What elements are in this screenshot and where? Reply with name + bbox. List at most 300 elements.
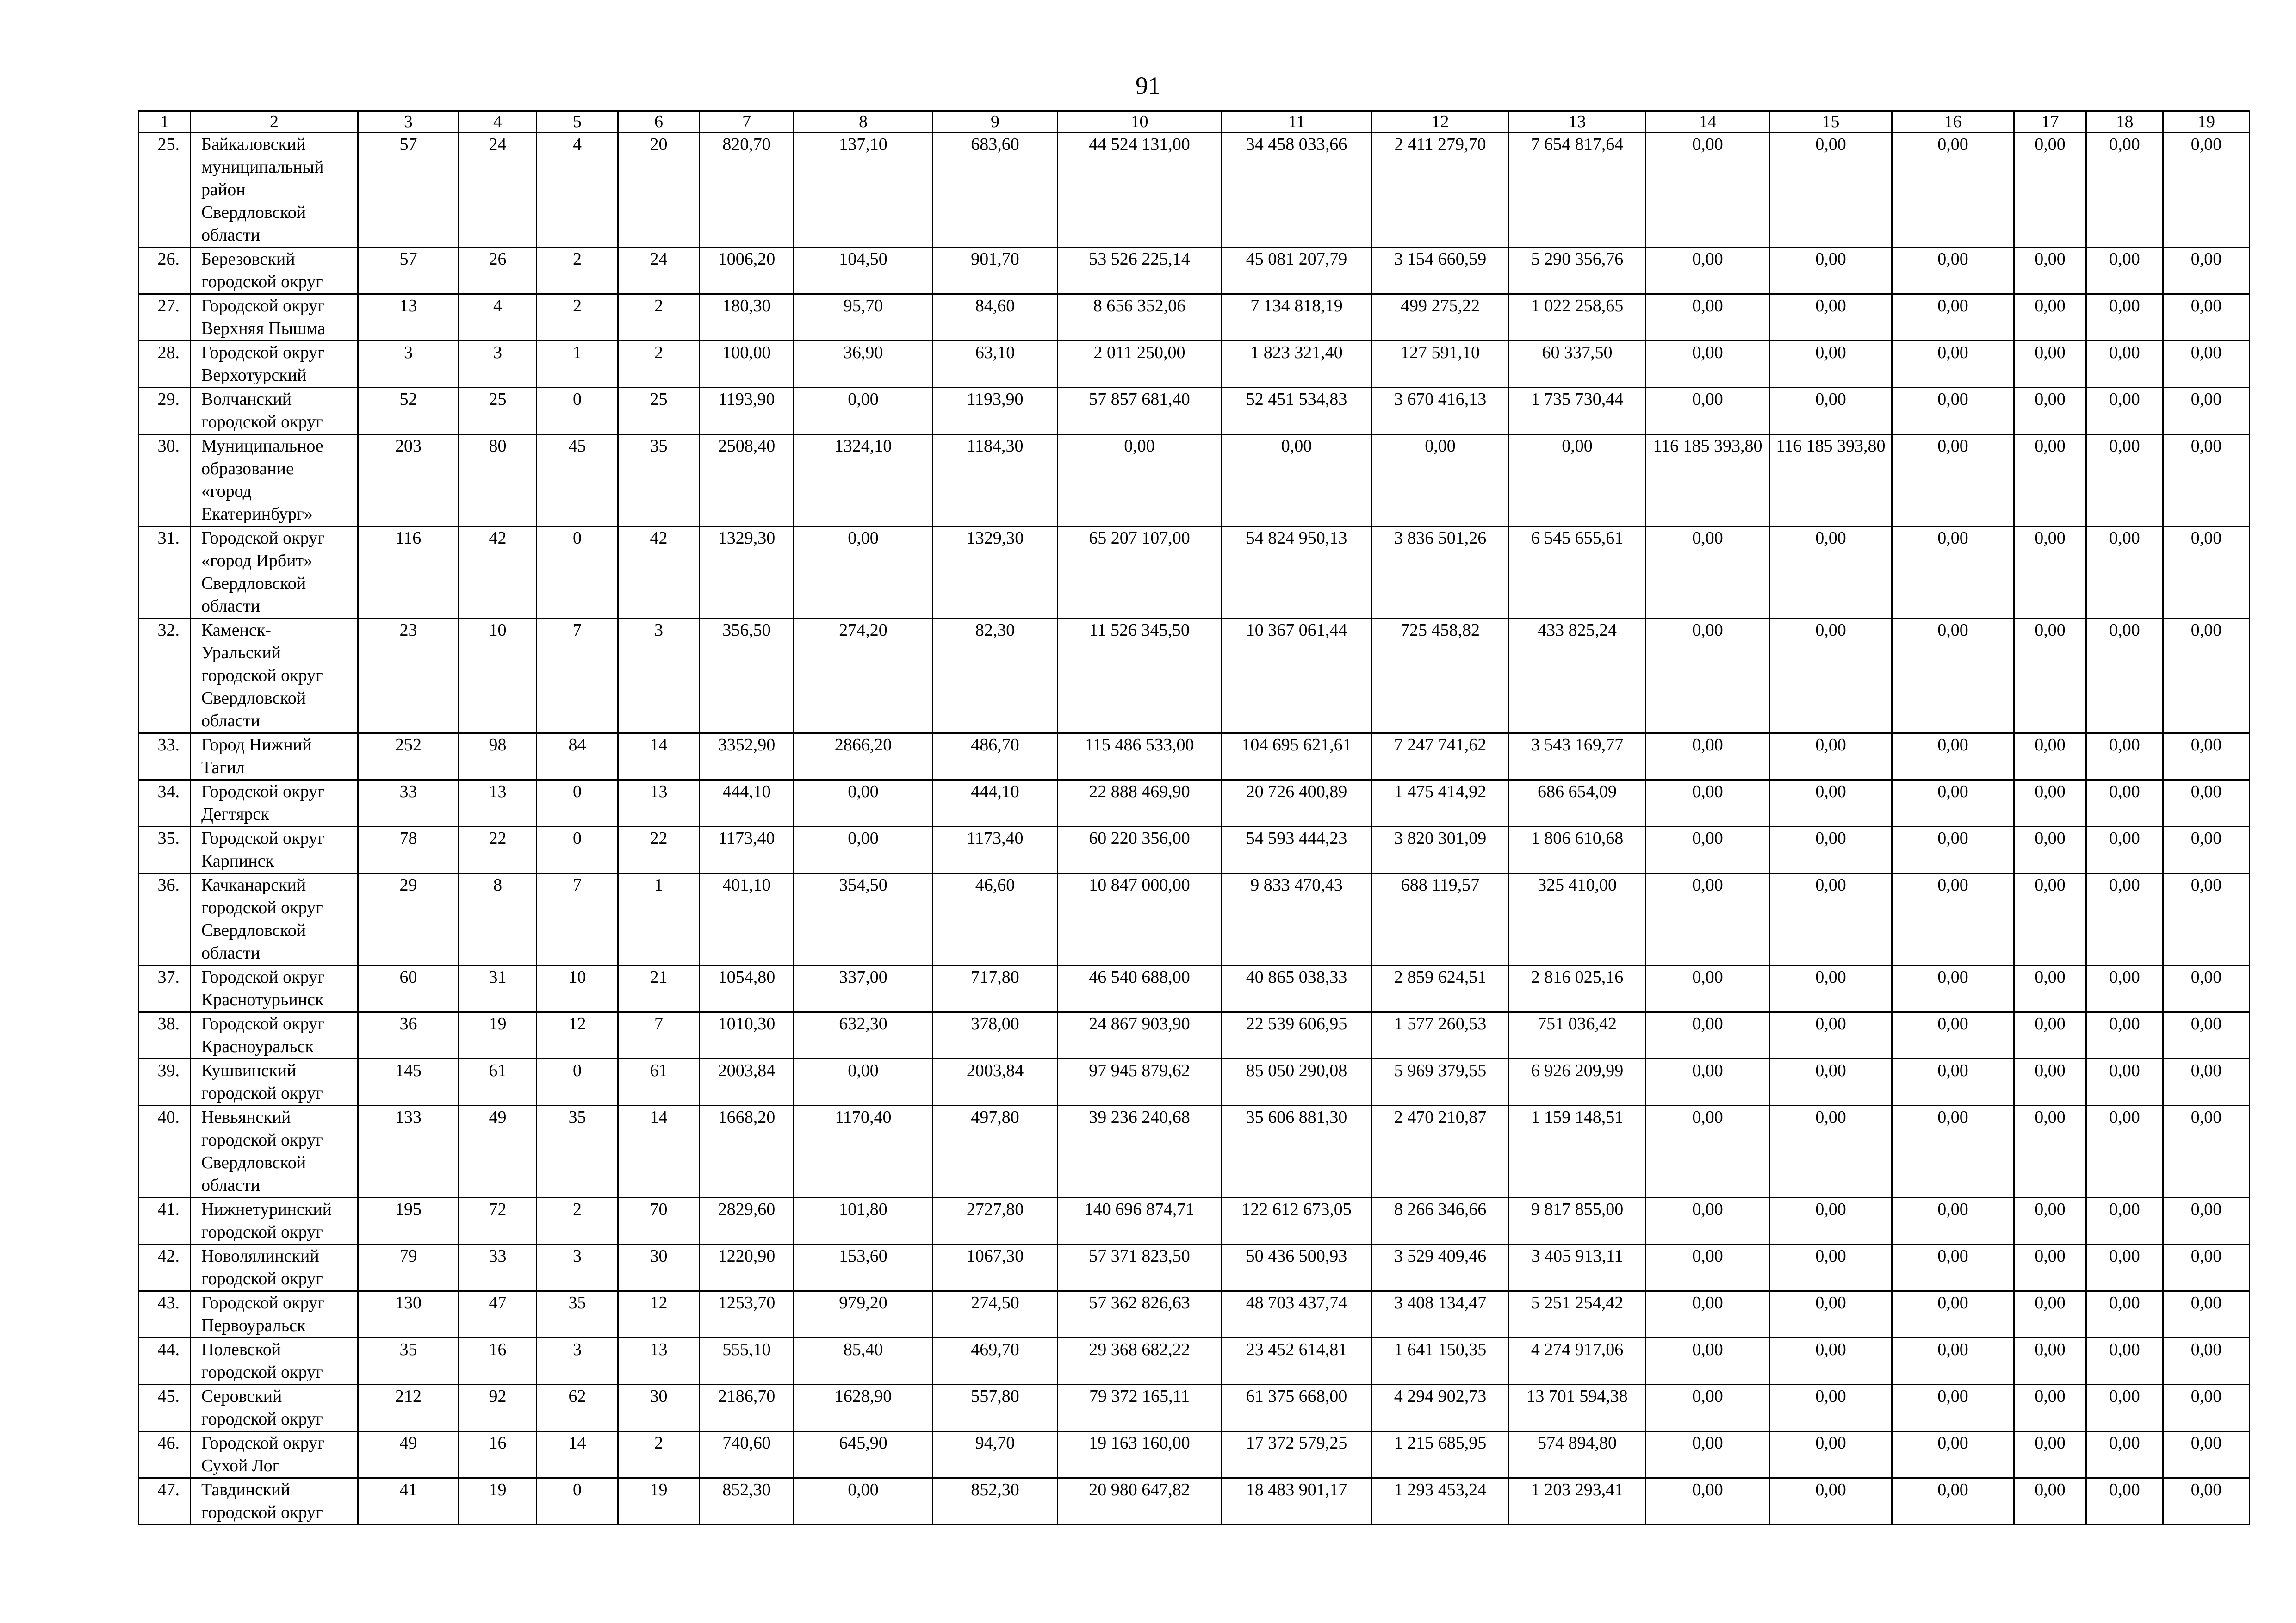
data-cell: 65 207 107,00 — [1058, 527, 1222, 619]
row-number: 25. — [139, 133, 191, 248]
column-header: 19 — [2163, 111, 2250, 133]
municipality-name-line: Городской округ — [201, 296, 325, 316]
data-cell: 0,00 — [2014, 1338, 2086, 1385]
header-row — [139, 111, 2250, 133]
data-cell: 14 — [537, 1431, 618, 1478]
column-header: 5 — [537, 111, 618, 133]
data-cell: 0,00 — [2086, 966, 2163, 1012]
data-cell: 0,00 — [1770, 1245, 1892, 1291]
data-cell: 5 251 254,42 — [1509, 1291, 1646, 1338]
data-cell: 0,00 — [1646, 1385, 1770, 1431]
data-cell: 497,80 — [933, 1106, 1058, 1198]
data-cell: 0,00 — [2163, 1245, 2250, 1291]
data-cell: 632,30 — [794, 1012, 933, 1059]
data-cell: 0,00 — [1892, 733, 2014, 780]
data-cell: 0,00 — [1770, 388, 1892, 434]
row-number: 43. — [139, 1291, 191, 1338]
data-cell: 25 — [459, 388, 537, 434]
data-cell: 10 — [537, 966, 618, 1012]
data-cell: 444,10 — [933, 780, 1058, 827]
data-cell: 751 036,42 — [1509, 1012, 1646, 1059]
data-cell: 24 — [618, 248, 700, 294]
table-row — [139, 1245, 2250, 1291]
column-header: 13 — [1509, 111, 1646, 133]
data-cell: 13 — [459, 780, 537, 827]
municipality-name — [191, 1106, 358, 1198]
data-cell: 47 — [459, 1291, 537, 1338]
data-cell: 433 825,24 — [1509, 619, 1646, 733]
municipality-name-line: Городской округ — [201, 782, 325, 801]
data-cell: 252 — [358, 733, 459, 780]
data-cell: 10 847 000,00 — [1058, 873, 1222, 966]
data-cell: 0,00 — [2163, 1198, 2250, 1245]
municipality-name-line: образование — [201, 459, 294, 478]
data-cell: 0,00 — [1892, 1431, 2014, 1478]
data-cell: 0 — [537, 388, 618, 434]
row-number: 47. — [139, 1478, 191, 1525]
municipality-name-line: городской округ — [201, 1084, 323, 1103]
municipality-name-line: Краснотурьинск — [201, 990, 324, 1010]
data-cell: 0,00 — [1892, 341, 2014, 388]
municipality-name — [191, 1291, 358, 1338]
column-header: 15 — [1770, 111, 1892, 133]
table-row — [139, 294, 2250, 341]
data-cell: 1006,20 — [700, 248, 794, 294]
column-header: 4 — [459, 111, 537, 133]
column-header: 12 — [1372, 111, 1509, 133]
data-cell: 94,70 — [933, 1431, 1058, 1478]
data-cell: 33 — [459, 1245, 537, 1291]
data-cell: 4 294 902,73 — [1372, 1385, 1509, 1431]
data-cell: 0,00 — [1892, 1198, 2014, 1245]
municipality-name-line: Свердловской — [201, 574, 306, 593]
municipality-name-line: области — [201, 1176, 261, 1195]
data-cell: 3 836 501,26 — [1372, 527, 1509, 619]
column-header: 2 — [191, 111, 358, 133]
table-row — [139, 248, 2250, 294]
data-cell: 100,00 — [700, 341, 794, 388]
data-cell: 101,80 — [794, 1198, 933, 1245]
data-cell: 10 — [459, 619, 537, 733]
data-cell: 42 — [459, 527, 537, 619]
data-cell: 0,00 — [1509, 434, 1646, 527]
municipality-name-line: городской округ — [201, 1269, 323, 1288]
municipality-name-line: Качканарский — [201, 875, 306, 895]
data-cell: 203 — [358, 434, 459, 527]
data-cell: 1 806 610,68 — [1509, 827, 1646, 873]
data-cell: 3 — [537, 1338, 618, 1385]
data-cell: 0,00 — [794, 527, 933, 619]
data-cell: 0,00 — [2163, 434, 2250, 527]
data-cell: 19 — [459, 1012, 537, 1059]
data-cell: 7 — [618, 1012, 700, 1059]
data-cell: 3 670 416,13 — [1372, 388, 1509, 434]
data-cell: 0,00 — [2014, 248, 2086, 294]
data-cell: 3 820 301,09 — [1372, 827, 1509, 873]
data-cell: 42 — [618, 527, 700, 619]
table-row — [139, 827, 2250, 873]
data-cell: 0,00 — [2086, 1198, 2163, 1245]
data-cell: 0 — [537, 827, 618, 873]
data-cell: 574 894,80 — [1509, 1431, 1646, 1478]
data-cell: 2 — [537, 248, 618, 294]
data-cell: 4 — [459, 294, 537, 341]
data-cell: 0,00 — [2014, 780, 2086, 827]
data-cell: 18 483 901,17 — [1222, 1478, 1372, 1525]
row-number: 36. — [139, 873, 191, 966]
municipality-name — [191, 827, 358, 873]
data-cell: 0,00 — [1770, 1198, 1892, 1245]
data-cell: 683,60 — [933, 133, 1058, 248]
data-cell: 1 823 321,40 — [1222, 341, 1372, 388]
data-cell: 35 — [537, 1106, 618, 1198]
data-cell: 6 926 209,99 — [1509, 1059, 1646, 1106]
data-cell: 0,00 — [1770, 133, 1892, 248]
data-cell: 0,00 — [2086, 733, 2163, 780]
data-cell: 0,00 — [1892, 434, 2014, 527]
municipality-name-line: Каменск- — [201, 620, 271, 640]
data-cell: 57 857 681,40 — [1058, 388, 1222, 434]
data-cell: 0,00 — [2014, 827, 2086, 873]
data-cell: 115 486 533,00 — [1058, 733, 1222, 780]
data-cell: 0,00 — [2014, 1291, 2086, 1338]
data-cell: 52 — [358, 388, 459, 434]
column-header: 8 — [794, 111, 933, 133]
data-cell: 1067,30 — [933, 1245, 1058, 1291]
data-cell: 104 695 621,61 — [1222, 733, 1372, 780]
data-cell: 116 — [358, 527, 459, 619]
data-cell: 1324,10 — [794, 434, 933, 527]
data-cell: 0,00 — [2163, 827, 2250, 873]
data-cell: 31 — [459, 966, 537, 1012]
data-cell: 23 — [358, 619, 459, 733]
data-cell: 0,00 — [2086, 780, 2163, 827]
data-cell: 1170,40 — [794, 1106, 933, 1198]
data-cell: 0,00 — [1892, 1291, 2014, 1338]
data-cell: 0,00 — [1058, 434, 1222, 527]
table-row — [139, 966, 2250, 1012]
municipality-name-line: Нижнетуринский — [201, 1200, 332, 1219]
table-row — [139, 1106, 2250, 1198]
column-header: 17 — [2014, 111, 2086, 133]
municipality-name — [191, 388, 358, 434]
data-cell: 8 — [459, 873, 537, 966]
data-cell: 0,00 — [1770, 1059, 1892, 1106]
data-cell: 9 833 470,43 — [1222, 873, 1372, 966]
data-cell: 57 — [358, 133, 459, 248]
data-cell: 378,00 — [933, 1012, 1058, 1059]
data-cell: 1 735 730,44 — [1509, 388, 1646, 434]
data-cell: 35 — [537, 1291, 618, 1338]
data-cell: 97 945 879,62 — [1058, 1059, 1222, 1106]
data-cell: 36 — [358, 1012, 459, 1059]
data-cell: 46 540 688,00 — [1058, 966, 1222, 1012]
data-cell: 0,00 — [2163, 1385, 2250, 1431]
data-cell: 0,00 — [2014, 388, 2086, 434]
municipality-name — [191, 434, 358, 527]
data-cell: 0,00 — [1646, 966, 1770, 1012]
data-cell: 3 154 660,59 — [1372, 248, 1509, 294]
municipality-name — [191, 733, 358, 780]
data-cell: 0,00 — [1646, 780, 1770, 827]
data-cell: 852,30 — [933, 1478, 1058, 1525]
data-cell: 486,70 — [933, 733, 1058, 780]
data-cell: 0,00 — [1646, 294, 1770, 341]
municipality-name-line: Невьянский — [201, 1108, 291, 1127]
data-cell: 23 452 614,81 — [1222, 1338, 1372, 1385]
municipality-name-line: Свердловской — [201, 688, 306, 708]
data-cell: 57 371 823,50 — [1058, 1245, 1222, 1291]
row-number: 32. — [139, 619, 191, 733]
data-cell: 0,00 — [1892, 966, 2014, 1012]
data-cell: 0,00 — [2086, 1059, 2163, 1106]
table-row — [139, 341, 2250, 388]
data-cell: 0,00 — [2163, 733, 2250, 780]
data-cell: 70 — [618, 1198, 700, 1245]
municipality-name-line: Тагил — [201, 758, 245, 777]
data-cell: 499 275,22 — [1372, 294, 1509, 341]
data-cell: 8 656 352,06 — [1058, 294, 1222, 341]
data-cell: 0,00 — [2014, 341, 2086, 388]
municipality-name-line: Кушвинский — [201, 1061, 297, 1080]
data-cell: 19 163 160,00 — [1058, 1431, 1222, 1478]
data-cell: 0,00 — [2163, 248, 2250, 294]
municipality-name-line: Свердловской — [201, 921, 306, 940]
data-cell: 0,00 — [1646, 827, 1770, 873]
row-number: 42. — [139, 1245, 191, 1291]
row-number: 33. — [139, 733, 191, 780]
data-cell: 1329,30 — [700, 527, 794, 619]
data-cell: 49 — [459, 1106, 537, 1198]
data-cell: 17 372 579,25 — [1222, 1431, 1372, 1478]
data-cell: 0,00 — [2014, 873, 2086, 966]
data-cell: 0,00 — [1646, 133, 1770, 248]
data-cell: 140 696 874,71 — [1058, 1198, 1222, 1245]
municipality-name — [191, 341, 358, 388]
data-cell: 1 293 453,24 — [1372, 1478, 1509, 1525]
data-cell: 337,00 — [794, 966, 933, 1012]
data-cell: 0,00 — [2014, 733, 2086, 780]
data-cell: 0,00 — [2163, 1106, 2250, 1198]
data-cell: 0,00 — [1646, 1012, 1770, 1059]
data-cell: 2 — [618, 294, 700, 341]
data-cell: 0,00 — [1770, 527, 1892, 619]
data-cell: 39 236 240,68 — [1058, 1106, 1222, 1198]
data-cell: 11 526 345,50 — [1058, 619, 1222, 733]
data-cell: 0,00 — [2086, 873, 2163, 966]
municipality-name — [191, 527, 358, 619]
data-cell: 0,00 — [2014, 1478, 2086, 1525]
data-cell: 852,30 — [700, 1478, 794, 1525]
data-cell: 12 — [618, 1291, 700, 1338]
data-cell: 13 701 594,38 — [1509, 1385, 1646, 1431]
data-cell: 1 159 148,51 — [1509, 1106, 1646, 1198]
column-header: 1 — [139, 111, 191, 133]
data-cell: 0,00 — [2014, 133, 2086, 248]
table-body — [139, 133, 2250, 1525]
data-cell: 63,10 — [933, 341, 1058, 388]
municipality-name-line: Дегтярск — [201, 805, 269, 824]
municipality-name — [191, 619, 358, 733]
table-row — [139, 780, 2250, 827]
data-cell: 54 593 444,23 — [1222, 827, 1372, 873]
data-cell: 14 — [618, 733, 700, 780]
municipality-name-line: Карпинск — [201, 851, 274, 871]
row-number: 35. — [139, 827, 191, 873]
data-cell: 325 410,00 — [1509, 873, 1646, 966]
table-row — [139, 133, 2250, 248]
data-cell: 2 — [537, 294, 618, 341]
data-cell: 0,00 — [1892, 1338, 2014, 1385]
data-cell: 0,00 — [2163, 1059, 2250, 1106]
data-table — [138, 110, 2250, 1525]
municipality-name — [191, 966, 358, 1012]
table-row — [139, 1059, 2250, 1106]
data-cell: 1 — [618, 873, 700, 966]
data-cell: 61 — [459, 1059, 537, 1106]
data-cell: 133 — [358, 1106, 459, 1198]
data-cell: 0,00 — [1770, 1478, 1892, 1525]
municipality-name-line: Свердловской — [201, 203, 306, 222]
data-cell: 0,00 — [2086, 1385, 2163, 1431]
municipality-name — [191, 1431, 358, 1478]
data-cell: 2 — [618, 1431, 700, 1478]
data-cell: 0,00 — [1892, 1106, 2014, 1198]
data-cell: 3352,90 — [700, 733, 794, 780]
data-cell: 0,00 — [2086, 341, 2163, 388]
data-cell: 5 290 356,76 — [1509, 248, 1646, 294]
table-row — [139, 1338, 2250, 1385]
municipality-name — [191, 133, 358, 248]
municipality-name-line: Городской округ — [201, 1014, 325, 1034]
data-cell: 34 458 033,66 — [1222, 133, 1372, 248]
column-header: 6 — [618, 111, 700, 133]
data-cell: 2 — [618, 341, 700, 388]
data-cell: 7 — [537, 619, 618, 733]
data-cell: 0,00 — [1770, 1291, 1892, 1338]
data-cell: 0,00 — [1646, 248, 1770, 294]
data-cell: 1 203 293,41 — [1509, 1478, 1646, 1525]
data-cell: 22 888 469,90 — [1058, 780, 1222, 827]
data-cell: 0,00 — [2086, 619, 2163, 733]
data-cell: 0,00 — [2086, 1245, 2163, 1291]
data-cell: 13 — [618, 780, 700, 827]
data-cell: 1 641 150,35 — [1372, 1338, 1509, 1385]
data-cell: 0,00 — [2163, 527, 2250, 619]
data-cell: 19 — [459, 1478, 537, 1525]
data-cell: 57 — [358, 248, 459, 294]
municipality-name — [191, 1478, 358, 1525]
municipality-name-line: Тавдинский — [201, 1480, 291, 1499]
data-cell: 21 — [618, 966, 700, 1012]
data-cell: 0,00 — [1770, 294, 1892, 341]
row-number: 27. — [139, 294, 191, 341]
data-cell: 0,00 — [1372, 434, 1509, 527]
data-cell: 1668,20 — [700, 1106, 794, 1198]
data-cell: 1 475 414,92 — [1372, 780, 1509, 827]
data-cell: 49 — [358, 1431, 459, 1478]
data-cell: 0,00 — [1646, 733, 1770, 780]
municipality-name-line: Волчанский — [201, 390, 292, 409]
municipality-name — [191, 780, 358, 827]
data-cell: 0,00 — [2014, 1198, 2086, 1245]
data-cell: 0,00 — [1770, 733, 1892, 780]
municipality-name-line: Березовский — [201, 249, 295, 269]
table-row — [139, 1431, 2250, 1478]
data-cell: 0,00 — [2086, 1291, 2163, 1338]
data-cell: 122 612 673,05 — [1222, 1198, 1372, 1245]
data-cell: 0,00 — [1892, 1478, 2014, 1525]
data-cell: 48 703 437,74 — [1222, 1291, 1372, 1338]
data-cell: 2 470 210,87 — [1372, 1106, 1509, 1198]
municipality-name-line: Уральский — [201, 643, 281, 663]
data-cell: 0,00 — [1770, 1338, 1892, 1385]
data-cell: 645,90 — [794, 1431, 933, 1478]
municipality-name-line: области — [201, 711, 261, 731]
data-cell: 1010,30 — [700, 1012, 794, 1059]
data-cell: 0,00 — [2163, 1338, 2250, 1385]
data-cell: 3 — [459, 341, 537, 388]
data-cell: 2 411 279,70 — [1372, 133, 1509, 248]
data-cell: 3 529 409,46 — [1372, 1245, 1509, 1291]
data-cell: 0,00 — [2163, 294, 2250, 341]
data-cell: 29 — [358, 873, 459, 966]
data-cell: 979,20 — [794, 1291, 933, 1338]
data-cell: 0,00 — [1770, 1106, 1892, 1198]
data-cell: 41 — [358, 1478, 459, 1525]
data-cell: 85 050 290,08 — [1222, 1059, 1372, 1106]
municipality-name-line: области — [201, 225, 261, 245]
data-cell: 153,60 — [794, 1245, 933, 1291]
data-cell: 145 — [358, 1059, 459, 1106]
data-cell: 30 — [618, 1245, 700, 1291]
column-header: 9 — [933, 111, 1058, 133]
data-cell: 0,00 — [2086, 1012, 2163, 1059]
data-cell: 13 — [358, 294, 459, 341]
municipality-name — [191, 873, 358, 966]
municipality-name-line: Екатеринбург» — [201, 504, 313, 524]
municipality-name-line: район — [201, 180, 246, 199]
data-cell: 95,70 — [794, 294, 933, 341]
data-cell: 52 451 534,83 — [1222, 388, 1372, 434]
data-cell: 901,70 — [933, 248, 1058, 294]
data-cell: 22 — [459, 827, 537, 873]
data-cell: 0,00 — [1770, 1385, 1892, 1431]
data-cell: 0,00 — [1646, 1291, 1770, 1338]
data-cell: 54 824 950,13 — [1222, 527, 1372, 619]
data-cell: 80 — [459, 434, 537, 527]
municipality-name-line: Серовский — [201, 1387, 282, 1406]
data-cell: 0,00 — [1892, 294, 2014, 341]
data-cell: 212 — [358, 1385, 459, 1431]
municipality-name-line: городской округ — [201, 1222, 323, 1242]
data-cell: 0,00 — [1646, 527, 1770, 619]
data-cell: 3 408 134,47 — [1372, 1291, 1509, 1338]
data-cell: 444,10 — [700, 780, 794, 827]
data-cell: 0,00 — [1770, 966, 1892, 1012]
data-cell: 20 726 400,89 — [1222, 780, 1372, 827]
data-cell: 0,00 — [2163, 619, 2250, 733]
data-cell: 740,60 — [700, 1431, 794, 1478]
data-cell: 36,90 — [794, 341, 933, 388]
municipality-name-line: «город — [201, 482, 252, 501]
municipality-name-line: Городской округ — [201, 967, 325, 987]
data-cell: 61 375 668,00 — [1222, 1385, 1372, 1431]
municipality-name-line: городской округ — [201, 1409, 323, 1429]
municipality-name-line: городской округ — [201, 272, 323, 291]
data-cell: 16 — [459, 1338, 537, 1385]
municipality-name-line: Муниципальное — [201, 436, 323, 456]
